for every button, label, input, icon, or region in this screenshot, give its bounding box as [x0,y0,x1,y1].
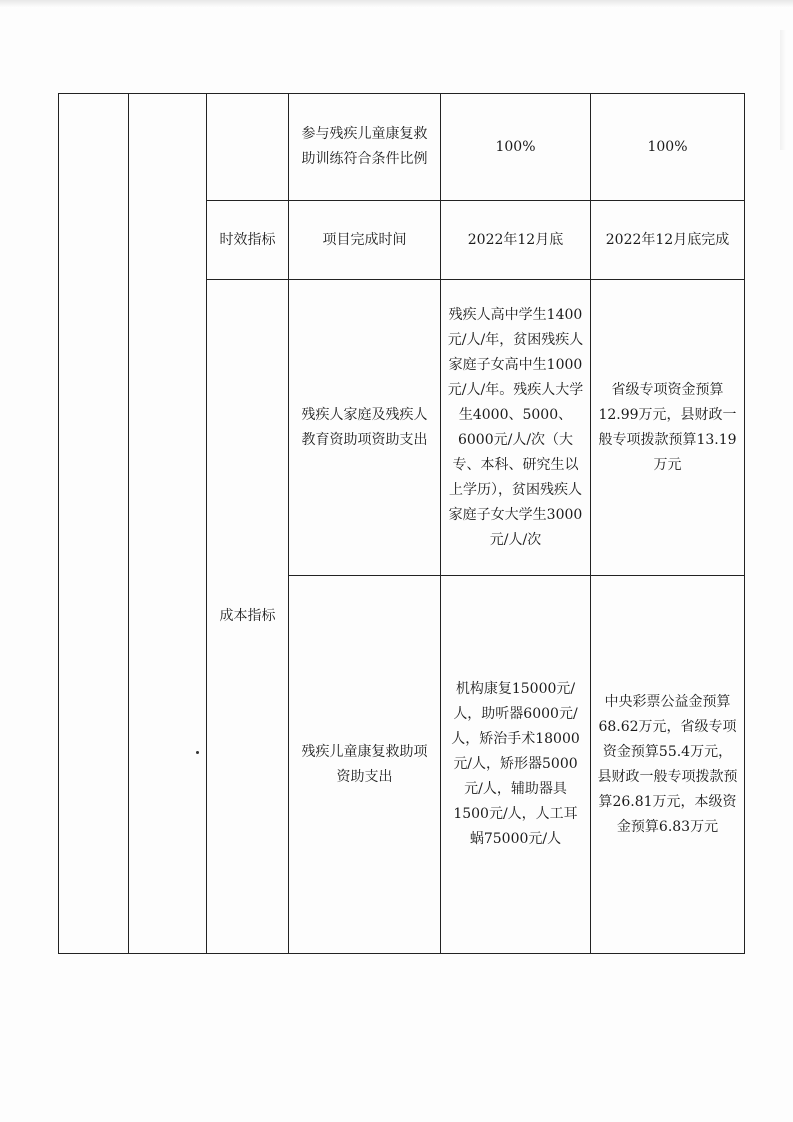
table-row-participation [59,94,745,201]
scan-shadow [780,30,786,150]
level3-category-cell [207,94,289,201]
timeliness-actual: 2022年12月底完成 [591,201,745,280]
timeliness-category: 时效指标 [207,201,289,280]
level2-indicator-cell [129,94,207,954]
scan-speck [196,751,199,754]
participation-actual: 100% [591,94,745,201]
education-cost-indicator: 残疾人家庭及残疾人教育资助项资助支出 [289,280,441,576]
rehab-cost-target: 机构康复15000元/人，助听器6000元/人，矫治手术18000元/人，矫形器5000元/人，辅助器具1500元/人，人工耳蜗75000元/人 [441,576,591,954]
education-cost-target: 残疾人高中学生1400元/人/年，贫困残疾人家庭子女高中生1000元/人/年。残疾人大学生4000、5000、6000元/人/次（大专、本科、研究生以上学历），贫困残疾人家庭子女大学生3000元/人/次 [441,280,591,576]
timeliness-indicator: 项目完成时间 [289,201,441,280]
education-cost-actual: 省级专项资金预算12.99万元，县财政一般专项拨款预算13.19万元 [591,280,745,576]
rehab-cost-actual: 中央彩票公益金预算68.62万元，省级专项资金预算55.4万元，县财政一般专项拨款预算26.81万元，本级资金预算6.83万元 [591,576,745,954]
timeliness-target: 2022年12月底 [441,201,591,280]
rehab-cost-indicator: 残疾儿童康复救助项资助支出 [289,576,441,954]
scan-edge [0,0,793,8]
performance-indicator-table [58,93,745,954]
level1-indicator-cell [59,94,129,954]
participation-target: 100% [441,94,591,201]
cost-category: 成本指标 [207,280,289,954]
participation-indicator: 参与残疾儿童康复救助训练符合条件比例 [289,94,441,201]
